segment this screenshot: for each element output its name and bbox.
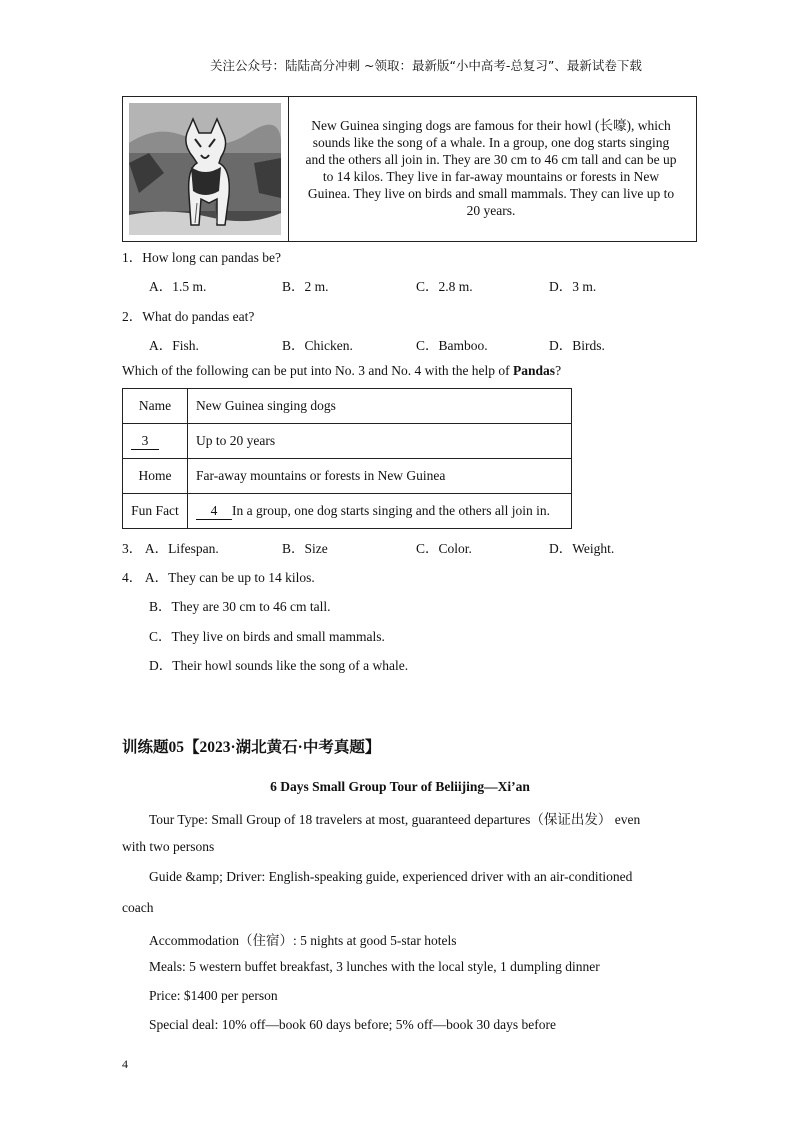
table-value: New Guinea singing dogs <box>188 389 572 424</box>
dog-photo-cell <box>123 97 289 241</box>
q2-option-b[interactable]: B．Chicken. <box>282 338 353 353</box>
blank-4[interactable]: 4 <box>196 503 232 520</box>
q3-option-c[interactable]: C．Color. <box>416 541 472 556</box>
table-row <box>123 424 572 459</box>
dog-line: 20 years. <box>466 203 516 218</box>
table-row <box>123 389 572 424</box>
q2-option-a[interactable]: A．Fish. <box>149 338 199 353</box>
table-instruction <box>122 363 561 379</box>
instruction-end: ? <box>555 363 562 378</box>
q1-option-b[interactable]: B．2 m. <box>282 279 329 294</box>
dog-info-box <box>122 96 697 242</box>
q3-option-d[interactable]: D．Weight. <box>549 541 615 556</box>
q1-option-c[interactable]: C．2.8 m. <box>416 279 473 294</box>
table-value: Up to 20 years <box>188 424 572 459</box>
q1-option-d[interactable]: D．3 m. <box>549 279 597 294</box>
table-row <box>123 459 572 494</box>
table-row <box>123 494 572 529</box>
table-key-blank <box>123 424 188 459</box>
q2-option-d[interactable]: D．Birds. <box>549 338 605 353</box>
page-number: 4 <box>122 1057 128 1071</box>
tour-line: Accommodation（住宿）: 5 nights at good 5-star hotels <box>149 933 457 948</box>
q3-option-b[interactable]: B．Size <box>282 541 328 556</box>
table-key: Fun Fact <box>123 494 188 529</box>
dog-line: New Guinea singing dogs are famous for their howl (长嚎), which <box>311 118 671 133</box>
tour-line: Tour Type: Small Group of 18 travelers at most, guaranteed departures（保证出发） even <box>149 812 641 827</box>
instruction-text: Which of the following can be put into No. 3 and No. 4 with the help of <box>122 363 514 378</box>
dog-line: and the others all join in. They are 30 cm to 46 cm tall and can be up <box>305 152 677 167</box>
q4-option-b[interactable]: B．They are 30 cm to 46 cm tall. <box>149 599 331 614</box>
q4-option-d[interactable]: D．Their howl sounds like the song of a whale. <box>149 658 409 673</box>
tour-line: Price: $1400 per person <box>149 988 278 1003</box>
section-title: 训练题05【2023·湖北黄石·中考真题】 <box>122 739 381 756</box>
q4-option-c[interactable]: C．They live on birds and small mammals. <box>149 629 385 644</box>
tour-line: Guide &amp; Driver: English-speaking guide, experienced driver with an air-conditioned <box>149 869 633 884</box>
q2-option-c[interactable]: C．Bamboo. <box>416 338 488 353</box>
tour-line: with two persons <box>122 839 215 854</box>
tour-title: 6 Days Small Group Tour of Beliijing—Xi’an <box>270 779 530 794</box>
question-2-stem: 2．What do pandas eat? <box>122 309 255 324</box>
dog-line: Guinea. They live on birds and small mammals. They can live up to <box>307 186 675 201</box>
q1-option-a[interactable]: A．1.5 m. <box>149 279 207 294</box>
q3-option-a[interactable]: 3． A．Lifespan. <box>122 541 219 556</box>
dog-line: to 14 kilos. They live in far-away mountains or forests in New <box>322 169 660 184</box>
table-key: Name <box>123 389 188 424</box>
dog-photo <box>129 103 281 235</box>
instruction-bold: Pandas <box>513 363 556 378</box>
table-key: Home <box>123 459 188 494</box>
page-header: 关注公众号：陆陆高分冲刺 ~领取：最新版“小中高考-总复习”、最新试卷下载 <box>210 58 642 73</box>
blank-3[interactable]: 3 <box>131 433 159 450</box>
table-value-cell <box>188 494 572 529</box>
table-value: In a group, one dog starts singing and the others all join in. <box>232 502 550 518</box>
tour-line: Special deal: 10% off—book 60 days before; 5% off—book 30 days before <box>149 1017 557 1032</box>
dog-description <box>295 117 687 219</box>
tour-line: coach <box>122 900 154 915</box>
q4-option-a[interactable]: 4． A．They can be up to 14 kilos. <box>122 570 315 585</box>
table-value: Far-away mountains or forests in New Guinea <box>188 459 572 494</box>
dog-line: sounds like the song of a whale. In a group, one dog starts singing <box>312 135 670 150</box>
question-1-stem: 1．How long can pandas be? <box>122 250 281 265</box>
tour-line: Meals: 5 western buffet breakfast, 3 lunches with the local style, 1 dumpling dinner <box>149 959 600 974</box>
info-table <box>122 388 572 529</box>
